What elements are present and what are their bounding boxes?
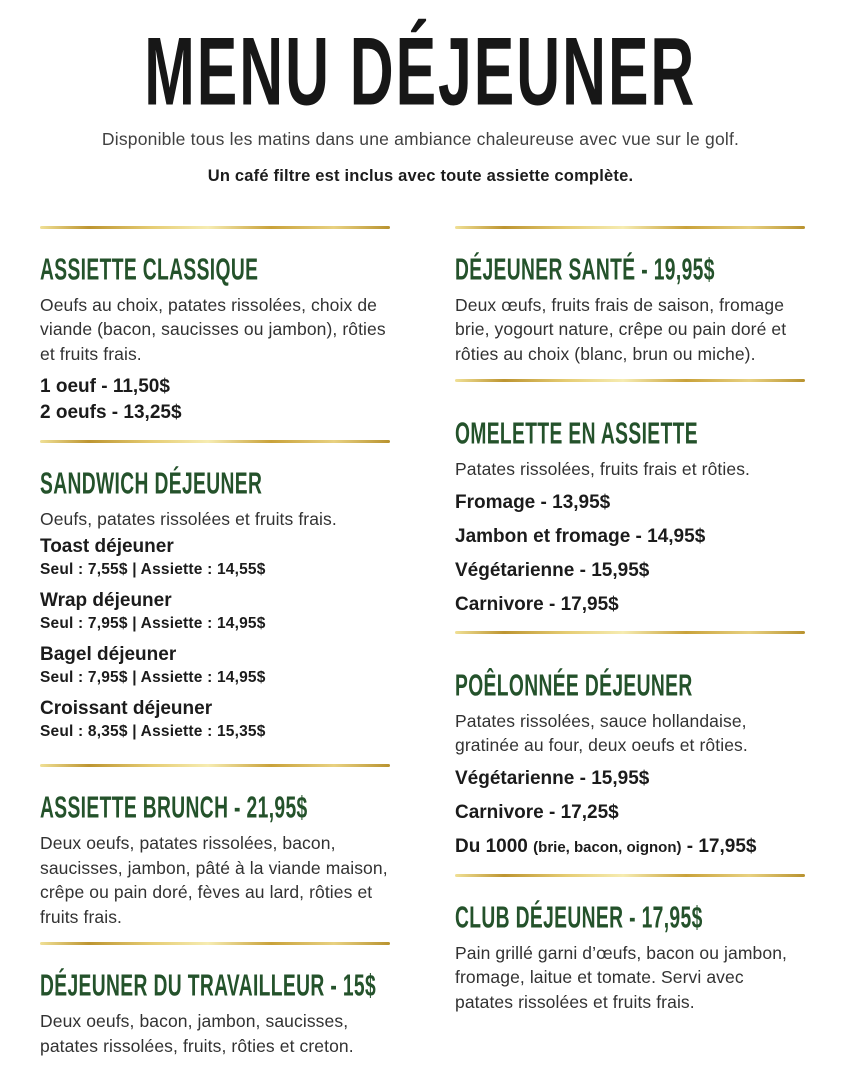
section-description: Deux oeufs, patates rissolées, bacon, saucisses, jambon, pâté à la viande maison, crêpe ou pain doré, fèves au lard, rôties et fruits frais.	[40, 833, 388, 927]
page-title: MENU DÉJEUNER	[144, 18, 697, 126]
section-title: OMELETTE EN ASSIETTE	[455, 415, 698, 451]
entry-name: Croissant déjeuner	[40, 698, 213, 720]
menu-columns	[0, 226, 841, 1071]
section-dejeuner-travailleur	[40, 945, 390, 1071]
page-subtitle: Disponible tous les matins dans une ambiance chaleureuse avec vue sur le golf.	[101, 128, 740, 149]
entry-name: Bagel déjeuner	[40, 644, 177, 666]
section-omelette	[455, 382, 805, 631]
section-description: Pain grillé garni d’œufs, bacon ou jambon, fromage, laitue et tomate. Servi avec patates rissolées et fruits frais.	[455, 942, 788, 1012]
section-title: DÉJEUNER DU TRAVAILLEUR - 15$	[40, 967, 377, 1003]
page-note: Un café filtre est inclus avec toute assiette complète.	[207, 166, 634, 185]
section-title: POÊLONNÉE DÉJEUNER	[455, 667, 693, 702]
entry-list	[40, 535, 390, 743]
entry-name: Toast déjeuner	[40, 536, 174, 558]
price-line: Végétarienne - 15,95$	[455, 767, 650, 789]
column-left	[40, 226, 390, 1071]
section-title: ASSIETTE CLASSIQUE	[40, 251, 259, 286]
price-line: Carnivore - 17,95$	[455, 593, 619, 615]
section-sandwich-dejeuner	[40, 443, 390, 765]
section-poelonnee	[455, 634, 805, 874]
price-line: Végétarienne - 15,95$	[455, 559, 650, 581]
price-line: Fromage - 13,95$	[455, 491, 611, 513]
section-description: Patates rissolées, sauce hollandaise, gratinée au four, deux oeufs et rôties.	[455, 710, 748, 756]
price-line: Carnivore - 17,25$	[455, 801, 619, 823]
du-1000-name: Du 1000	[455, 835, 534, 857]
entry-croissant	[40, 697, 390, 743]
section-title: ASSIETTE BRUNCH - 21,95$	[40, 789, 308, 825]
column-right	[455, 226, 805, 1071]
price-line: 1 oeuf - 11,50$	[40, 376, 170, 398]
section-dejeuner-sante	[455, 229, 805, 380]
section-title: CLUB DÉJEUNER - 17,95$	[455, 899, 703, 934]
du-1000-toppings: (brie, bacon, oignon)	[533, 838, 682, 856]
entry-bagel	[40, 643, 390, 689]
price-line: Jambon et fromage - 14,95$	[455, 525, 706, 547]
price-line: 2 oeufs - 13,25$	[40, 402, 182, 424]
section-club-dejeuner	[455, 877, 805, 1028]
entry-prices: Seul : 8,35$ | Assiette : 15,35$	[40, 723, 266, 741]
entry-toast	[40, 535, 390, 581]
section-description: Oeufs au choix, patates rissolées, choix de viande (bacon, saucisses ou jambon), rôties et fruits frais.	[40, 294, 386, 364]
section-description: Patates rissolées, fruits frais et rôties.	[455, 459, 751, 480]
section-description: Deux oeufs, bacon, jambon, saucisses, patates rissolées, fruits, rôties et creton.	[40, 1011, 354, 1056]
entry-name: Wrap déjeuner	[40, 590, 172, 612]
price-line-du-1000	[455, 834, 805, 861]
price-block	[40, 374, 390, 426]
section-title: DÉJEUNER SANTÉ - 19,95$	[455, 251, 715, 286]
section-title: SANDWICH DÉJEUNER	[40, 465, 263, 500]
entry-prices: Seul : 7,55$ | Assiette : 14,55$	[40, 561, 266, 579]
section-assiette-brunch	[40, 767, 390, 942]
entry-prices: Seul : 7,95$ | Assiette : 14,95$	[40, 669, 266, 687]
section-assiette-classique	[40, 229, 390, 440]
entry-prices: Seul : 7,95$ | Assiette : 14,95$	[40, 615, 266, 633]
menu-header	[0, 0, 841, 186]
du-1000-price: - 17,95$	[681, 835, 757, 857]
section-description: Oeufs, patates rissolées et fruits frais.	[40, 508, 337, 529]
entry-wrap	[40, 589, 390, 635]
section-description: Deux œufs, fruits frais de saison, fromage brie, yogourt nature, crêpe ou pain doré et rôties au choix (blanc, brun ou miche).	[455, 294, 787, 364]
